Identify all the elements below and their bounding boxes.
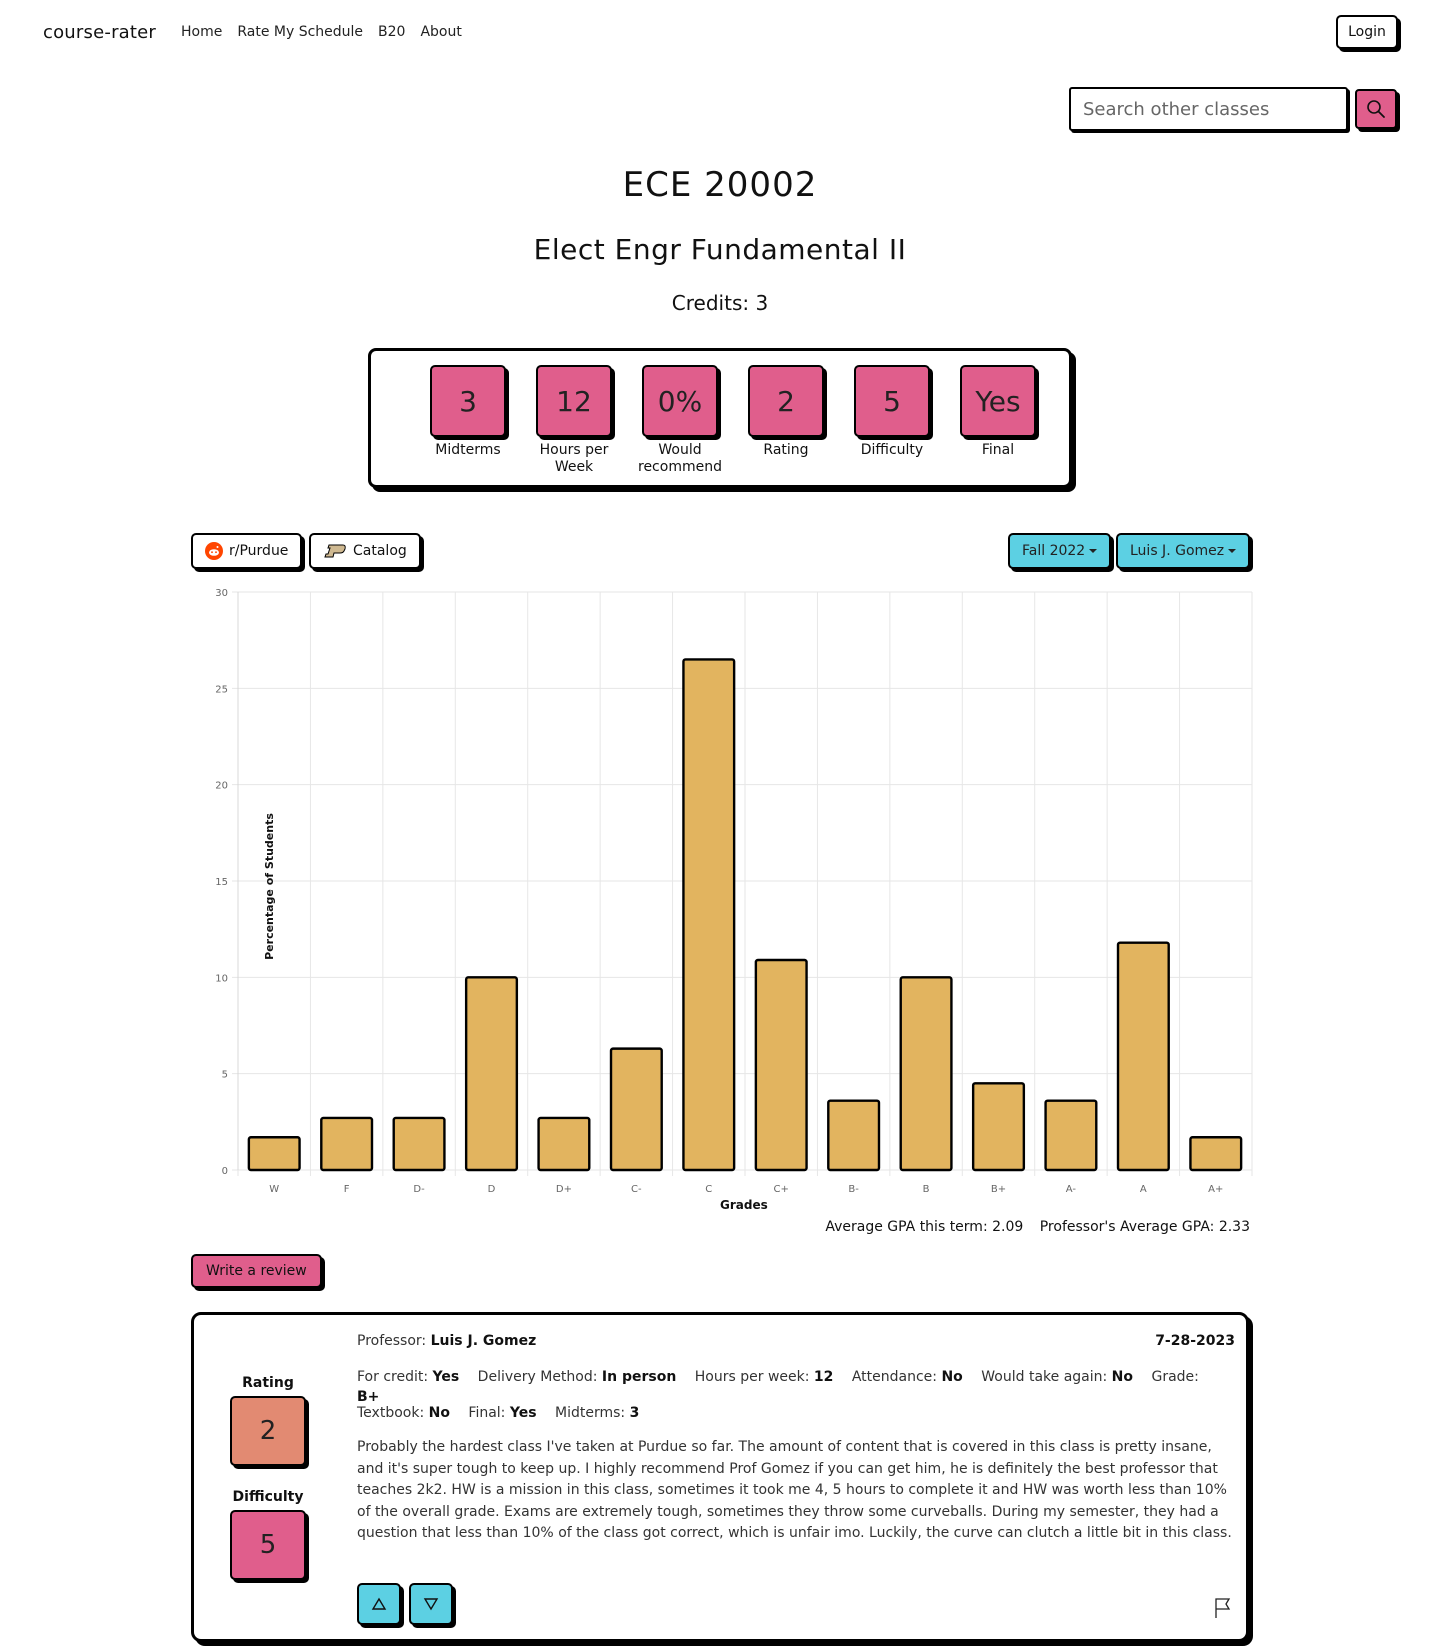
stat-hours-per-week bbox=[519, 365, 629, 476]
review-difficulty-value: 5 bbox=[230, 1510, 306, 1580]
nav-link-home[interactable]: Home bbox=[181, 24, 223, 40]
search-icon bbox=[1366, 99, 1386, 119]
review-professor-label: Professor: bbox=[357, 1333, 427, 1349]
chart-x-axis-title: Grades bbox=[720, 1198, 768, 1212]
review-professor-name: Luis J. Gomez bbox=[430, 1333, 537, 1349]
review-text: Probably the hardest class I've taken at Purdue so far. The amount of content that is covered in this class is pretty insane, and it's super tough to keep up. I highly recommend Prof Gomez if you can get him, he is definitely the best professor that teaches 2k2. HW is a mission in this class, sometimes it took me 4, 5 hours to complete it and HW was worth less than 10% of the overall grade. Exams are extremely tough, sometimes they throw some curveballs. During my semester, they had a question that less than 10% of the class got correct, which is unfair imo. Luckily, the curve can clutch a little bit in this class. bbox=[357, 1439, 1232, 1541]
stat-midterms bbox=[413, 365, 523, 459]
triangle-up-icon bbox=[371, 1597, 387, 1611]
review-date: 7-28-2023 bbox=[1155, 1333, 1235, 1349]
meta-final: Final: Yes bbox=[468, 1405, 537, 1421]
search-input[interactable] bbox=[1069, 87, 1348, 131]
review-card bbox=[191, 1312, 1249, 1642]
bar-C-[interactable] bbox=[611, 1049, 662, 1170]
stat-rating bbox=[731, 365, 841, 459]
triangle-down-icon bbox=[423, 1597, 439, 1611]
x-tick-label: D bbox=[487, 1184, 496, 1195]
term-dropdown[interactable] bbox=[1008, 533, 1111, 569]
term-average-gpa: Average GPA this term: 2.09 bbox=[825, 1219, 1024, 1235]
y-tick-label: 30 bbox=[215, 588, 228, 599]
x-tick-label: B+ bbox=[990, 1184, 1007, 1195]
chart-y-axis-title: Percentage of Students bbox=[262, 813, 276, 960]
x-tick-label: C+ bbox=[773, 1184, 789, 1195]
bar-B[interactable] bbox=[901, 977, 952, 1170]
stat-label: Midterms bbox=[435, 442, 501, 458]
stat-difficulty bbox=[837, 365, 947, 459]
x-tick-label: D+ bbox=[555, 1184, 572, 1195]
bar-A-[interactable] bbox=[1046, 1101, 1097, 1170]
stat-label: Would recommend bbox=[638, 442, 722, 475]
meta-would-take-again: Would take again: No bbox=[981, 1369, 1134, 1385]
y-tick-label: 15 bbox=[215, 877, 228, 888]
y-tick-label: 5 bbox=[221, 1069, 228, 1081]
nav-link-b20[interactable]: B20 bbox=[378, 24, 406, 40]
x-tick-label: B- bbox=[848, 1184, 859, 1195]
stat-value: 12 bbox=[536, 365, 612, 437]
review-difficulty bbox=[230, 1489, 306, 1580]
meta-hours-per-week: Hours per week: 12 bbox=[694, 1369, 834, 1385]
x-tick-label: B bbox=[922, 1184, 930, 1195]
grade-distribution-chart bbox=[190, 580, 1260, 1220]
x-tick-label: W bbox=[269, 1184, 280, 1195]
stat-label: Rating bbox=[763, 442, 809, 458]
bar-A[interactable] bbox=[1118, 943, 1169, 1170]
x-tick-label: C bbox=[705, 1184, 713, 1195]
course-credits: Credits: 3 bbox=[671, 291, 769, 315]
write-review-button[interactable]: Write a review bbox=[191, 1254, 322, 1288]
login-button[interactable]: Login bbox=[1336, 15, 1398, 49]
professor-dropdown[interactable] bbox=[1116, 533, 1250, 569]
y-tick-label: 25 bbox=[215, 684, 228, 696]
chevron-down-icon bbox=[1089, 549, 1097, 553]
bar-W[interactable] bbox=[249, 1137, 300, 1170]
bar-D[interactable] bbox=[466, 977, 517, 1170]
bar-F[interactable] bbox=[321, 1118, 372, 1170]
review-meta-row-2 bbox=[357, 1403, 1235, 1439]
meta-grade: Grade: B+ bbox=[357, 1369, 1199, 1405]
review-rating-label: Rating bbox=[242, 1375, 294, 1391]
navbar bbox=[0, 0, 1440, 64]
search-button[interactable] bbox=[1355, 89, 1397, 129]
vote-buttons bbox=[357, 1583, 453, 1625]
purdue-p-icon bbox=[323, 544, 347, 558]
report-flag-button[interactable] bbox=[1214, 1597, 1232, 1623]
professor-average-gpa: Professor's Average GPA: 2.33 bbox=[1039, 1219, 1250, 1235]
y-tick-label: 0 bbox=[221, 1166, 228, 1177]
stat-value: 0% bbox=[642, 365, 718, 437]
reddit-link-label: r/Purdue bbox=[229, 543, 289, 559]
review-difficulty-label: Difficulty bbox=[232, 1489, 304, 1505]
meta-attendance: Attendance: No bbox=[851, 1369, 963, 1385]
stat-value: 5 bbox=[854, 365, 930, 437]
meta-midterms: Midterms: 3 bbox=[554, 1405, 640, 1421]
review-professor-row bbox=[357, 1331, 1235, 1367]
stat-label: Difficulty bbox=[860, 442, 924, 458]
y-tick-label: 20 bbox=[215, 780, 228, 792]
bar-A+[interactable] bbox=[1190, 1137, 1241, 1170]
stat-value: Yes bbox=[960, 365, 1036, 437]
meta-for-credit: For credit: Yes bbox=[357, 1369, 460, 1385]
brand-logo[interactable]: course-rater bbox=[43, 22, 157, 43]
bar-D-[interactable] bbox=[394, 1118, 445, 1170]
course-code: ECE 20002 bbox=[622, 165, 818, 205]
meta-delivery-method: Delivery Method: In person bbox=[477, 1369, 677, 1385]
stat-label: Final bbox=[981, 442, 1015, 458]
x-tick-label: A+ bbox=[1208, 1184, 1224, 1195]
y-tick-label: 10 bbox=[215, 973, 228, 985]
gpa-summary bbox=[813, 1219, 1250, 1235]
course-stats-card bbox=[368, 348, 1072, 488]
reddit-link-button[interactable] bbox=[191, 533, 302, 569]
upvote-button[interactable] bbox=[357, 1583, 401, 1625]
review-rating bbox=[230, 1375, 306, 1466]
bar-B-[interactable] bbox=[828, 1101, 879, 1170]
nav-link-about[interactable]: About bbox=[420, 24, 462, 40]
stat-label: Hours per Week bbox=[539, 442, 609, 475]
stat-value: 2 bbox=[748, 365, 824, 437]
course-name: Elect Engr Fundamental II bbox=[533, 233, 907, 266]
professor-dropdown-value: Luis J. Gomez bbox=[1130, 543, 1225, 559]
review-meta-row-1 bbox=[357, 1367, 1235, 1403]
downvote-button[interactable] bbox=[409, 1583, 453, 1625]
catalog-link-label: Catalog bbox=[353, 543, 407, 559]
x-tick-label: D- bbox=[413, 1184, 425, 1195]
bar-D+[interactable] bbox=[539, 1118, 590, 1170]
review-rating-value: 2 bbox=[230, 1396, 306, 1466]
x-tick-label: A bbox=[1139, 1184, 1147, 1195]
meta-textbook: Textbook: No bbox=[357, 1405, 450, 1421]
bar-B+[interactable] bbox=[973, 1083, 1024, 1170]
bar-C[interactable] bbox=[683, 659, 734, 1170]
stat-value: 3 bbox=[430, 365, 506, 437]
chevron-down-icon bbox=[1228, 549, 1236, 553]
term-dropdown-value: Fall 2022 bbox=[1022, 543, 1086, 559]
x-tick-label: C- bbox=[631, 1184, 642, 1195]
x-tick-label: A- bbox=[1065, 1184, 1077, 1195]
nav-link-rate-my-schedule[interactable]: Rate My Schedule bbox=[237, 24, 364, 40]
stat-final bbox=[943, 365, 1053, 459]
reddit-icon bbox=[205, 542, 223, 560]
flag-icon bbox=[1214, 1597, 1232, 1619]
catalog-link-button[interactable] bbox=[309, 533, 421, 569]
bar-C+[interactable] bbox=[756, 960, 807, 1170]
x-tick-label: F bbox=[343, 1184, 350, 1195]
nav-links bbox=[181, 24, 462, 40]
stat-would-recommend bbox=[625, 365, 735, 476]
review-body bbox=[357, 1331, 1235, 1545]
